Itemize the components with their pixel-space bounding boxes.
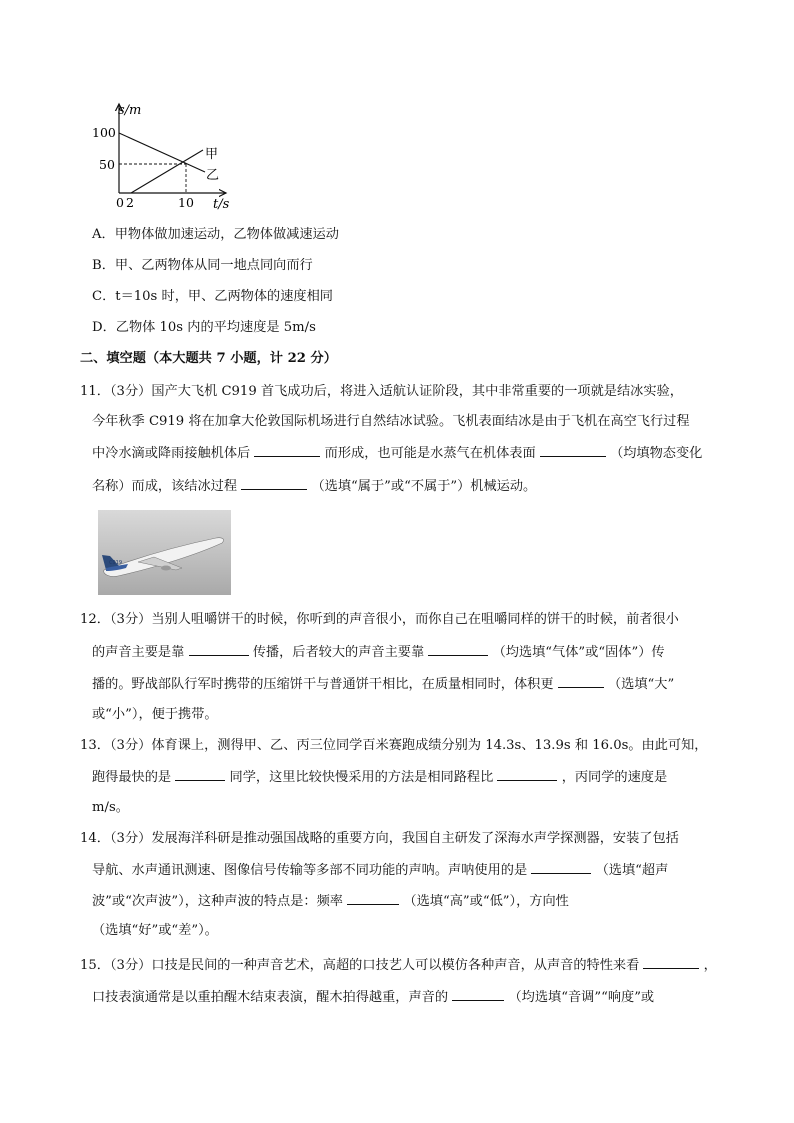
q11-line2: 今年秋季 C919 将在加拿大伦敦国际机场进行自然结冰试验。飞机表面结冰是由于飞机在高空飞行过程 xyxy=(92,414,690,429)
q11-text-d: 名称）而成，该结冰过程 xyxy=(92,479,238,494)
label-jia: 甲 xyxy=(205,147,219,162)
q12-text-b: 传播，后者较大的声音主要靠 xyxy=(252,645,425,660)
q14-line1: 14．（3分）发展海洋科研是推动强国战略的重要方向，我国自主研发了深海水声学探测器，安装了包括 xyxy=(80,831,679,846)
q14-line4: （选填“好”或“差”）。 xyxy=(92,923,218,938)
x-tick-2: 2 xyxy=(126,195,134,210)
q13-text-a: 跑得最快的是 xyxy=(92,770,172,785)
q12-blank-3[interactable] xyxy=(558,675,604,688)
label-yi: 乙 xyxy=(206,168,220,183)
q14-text-a: 导航、水声通讯测速、图像信号传输等多部不同功能的声呐。声呐使用的是 xyxy=(92,863,528,878)
y-tick-50: 50 xyxy=(99,157,115,172)
x-tick-10: 10 xyxy=(178,195,194,210)
q12-blank-2[interactable] xyxy=(428,643,488,656)
q13-line2 xyxy=(92,768,667,787)
q12-line3 xyxy=(92,675,674,694)
q12-text-e: （选填“大” xyxy=(607,677,675,692)
q11-blank-1[interactable] xyxy=(254,444,320,457)
distance-time-graph xyxy=(80,96,260,216)
q12-text-c: （均选填“气体”或“固体”）传 xyxy=(492,645,665,660)
option-b: B．甲、乙两物体从同一地点同向而行 xyxy=(92,258,313,273)
q11-text-b: 而形成，也可能是水蒸气在机体表面 xyxy=(324,446,536,461)
q15-blank-1[interactable] xyxy=(643,956,699,969)
q15-text-c: 口技表演通常是以重拍醒木结束表演，醒木拍得越重，声音的 xyxy=(92,990,449,1005)
q14-blank-2[interactable] xyxy=(347,892,399,905)
option-a: A．甲物体做加速运动，乙物体做减速运动 xyxy=(92,227,339,242)
y-tick-100: 100 xyxy=(92,125,116,140)
q14-text-c: 波”或“次声波”），这种声波的特点是：频率 xyxy=(92,894,343,909)
q11-blank-3[interactable] xyxy=(241,477,307,490)
q12-line1: 12．（3分）当别人咀嚼饼干的时候，你听到的声音很小，而你自己在咀嚼同样的饼干的时候，前者很小 xyxy=(80,612,679,627)
y-axis-label: s/m xyxy=(118,103,142,118)
q15-line2 xyxy=(92,988,654,1007)
q15-blank-2[interactable] xyxy=(452,988,504,1001)
q14-blank-1[interactable] xyxy=(531,861,591,874)
q12-blank-1[interactable] xyxy=(189,643,249,656)
c919-airplane-photo xyxy=(98,510,231,595)
q11-text-a: 中冷水滴或降雨接触机体后 xyxy=(92,446,251,461)
q11-text-e: （选填“属于”或“不属于”）机械运动。 xyxy=(311,479,537,494)
q14-line2 xyxy=(92,861,668,880)
q12-line4: 或“小”），便于携带。 xyxy=(92,707,218,722)
q11-line4 xyxy=(92,477,536,496)
option-d: D．乙物体 10s 内的平均速度是 5m/s xyxy=(92,320,316,335)
q11-blank-2[interactable] xyxy=(540,444,606,457)
q15-text-d: （均选填“音调”“响度”或 xyxy=(508,990,655,1005)
q11-line1: 11．（3分）国产大飞机 C919 首飞成功后，将进入适航认证阶段，其中非常重要的一项就是结冰实验， xyxy=(80,384,683,399)
q13-blank-2[interactable] xyxy=(497,768,557,781)
line-jia xyxy=(119,133,205,172)
q11-text-c: （均填物态变化 xyxy=(610,446,703,461)
option-c: C．t＝10s 时，甲、乙两物体的速度相同 xyxy=(92,289,333,304)
q14-text-d: （选填“高”或“低”），方向性 xyxy=(403,894,569,909)
q13-text-c: ，丙同学的速度是 xyxy=(561,770,668,785)
q15-text-b: ， xyxy=(703,958,717,973)
q12-text-a: 的声音主要是靠 xyxy=(92,645,185,660)
q13-text-b: 同学，这里比较快慢采用的方法是相同路程比 xyxy=(229,770,494,785)
q14-line3 xyxy=(92,892,569,911)
q13-line3: m/s。 xyxy=(92,800,129,815)
q13-line1: 13．（3分）体育课上，测得甲、乙、丙三位同学百米赛跑成绩分别为 14.3s、13.9s 和 16.0s。由此可知， xyxy=(80,738,708,753)
q11-line3 xyxy=(92,444,702,463)
q14-text-b: （选填“超声 xyxy=(595,863,669,878)
line-yi xyxy=(131,150,203,193)
section-title: 二、填空题（本大题共 7 小题，计 22 分） xyxy=(80,351,337,366)
plane-livery: C919 xyxy=(109,560,123,566)
x-tick-0: 0 xyxy=(116,195,124,210)
q15-line1 xyxy=(80,956,717,975)
q12-text-d: 播的。野战部队行军时携带的压缩饼干与普通饼干相比，在质量相同时，体积更 xyxy=(92,677,554,692)
x-axis-label: t/s xyxy=(213,197,230,212)
q15-text-a: 15．（3分）口技是民间的一种声音艺术，高超的口技艺人可以模仿各种声音，从声音的特性来看 xyxy=(80,958,640,973)
q12-line2 xyxy=(92,643,665,662)
q13-blank-1[interactable] xyxy=(175,768,225,781)
